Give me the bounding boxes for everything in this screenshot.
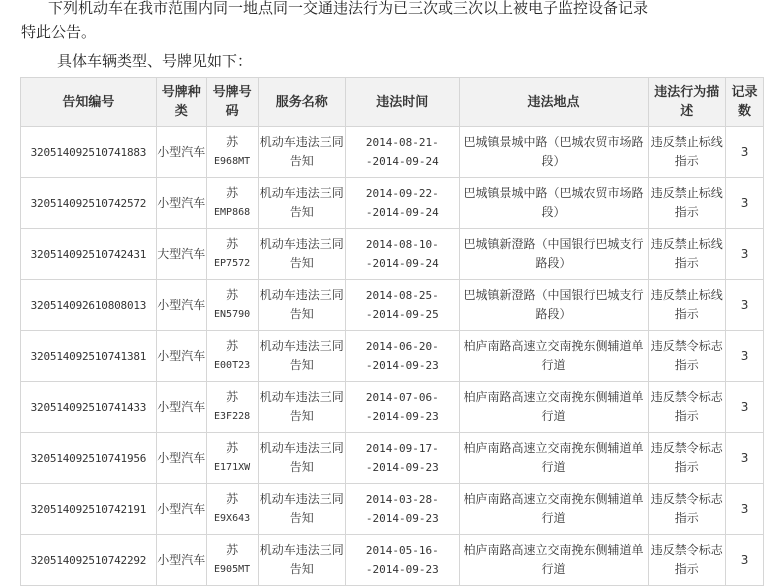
violation-description-cell: 违反禁止标线指示 <box>648 178 726 229</box>
header-violation-time: 违法时间 <box>346 78 460 127</box>
record-count-cell: 3 <box>726 178 764 229</box>
service-name-cell: 机动车违法三同告知 <box>258 127 346 178</box>
service-name-cell: 机动车违法三同告知 <box>258 433 346 484</box>
time-start: 2014-09-17- <box>365 442 439 455</box>
service-name-cell: 机动车违法三同告知 <box>258 178 346 229</box>
record-count-cell: 3 <box>726 331 764 382</box>
time-start: 2014-07-06- <box>365 391 439 404</box>
time-start: 2014-03-28- <box>365 493 439 506</box>
header-plate-type: 号牌种类 <box>156 78 206 127</box>
plate-code: E171XW <box>214 462 251 473</box>
time-end: -2014-09-25 <box>365 308 439 321</box>
violation-description-cell: 违反禁止标线指示 <box>648 229 726 280</box>
plate-province: 苏 <box>226 492 239 506</box>
header-record-count: 记录数 <box>726 78 764 127</box>
record-count-cell: 3 <box>726 484 764 535</box>
plate-province: 苏 <box>226 543 239 557</box>
plate-code: E968MT <box>214 156 251 167</box>
plate-province: 苏 <box>226 186 239 200</box>
time-start: 2014-08-25- <box>365 289 439 302</box>
violation-location-cell: 巴城镇景城中路（巴城农贸市场路段） <box>459 178 648 229</box>
table-row <box>21 433 764 484</box>
time-end: -2014-09-23 <box>365 359 439 372</box>
service-name-cell: 机动车违法三同告知 <box>258 331 346 382</box>
violation-time-cell <box>346 382 460 433</box>
table-row <box>21 178 764 229</box>
plate-province: 苏 <box>226 339 239 353</box>
intro-text-line1: 下列机动车在我市范围内同一地点同一交通违法行为已三次或三次以上被电子监控设备记录 <box>48 0 649 17</box>
service-name-cell: 机动车违法三同告知 <box>258 484 346 535</box>
plate-code: E00T23 <box>214 360 251 371</box>
plate-code: E905MT <box>214 564 251 575</box>
plate-number-cell <box>206 535 258 586</box>
time-end: -2014-09-23 <box>365 410 439 423</box>
plate-number-cell <box>206 178 258 229</box>
plate-number-cell <box>206 331 258 382</box>
violation-time-cell <box>346 127 460 178</box>
record-count-cell: 3 <box>726 535 764 586</box>
time-start: 2014-06-20- <box>365 340 439 353</box>
violation-location-cell: 巴城镇新澄路（中国银行巴城支行路段） <box>459 229 648 280</box>
time-end: -2014-09-23 <box>365 563 439 576</box>
header-notice-id: 告知编号 <box>21 78 157 127</box>
record-count-cell: 3 <box>726 433 764 484</box>
plate-type-cell: 小型汽车 <box>156 535 206 586</box>
plate-province: 苏 <box>226 237 239 251</box>
header-plate-number: 号牌号码 <box>206 78 258 127</box>
plate-number-cell <box>206 484 258 535</box>
table-row <box>21 280 764 331</box>
violation-description-cell: 违反禁令标志指示 <box>648 535 726 586</box>
plate-number-cell <box>206 382 258 433</box>
violation-description-cell: 违反禁令标志指示 <box>648 484 726 535</box>
plate-number-cell <box>206 280 258 331</box>
table-row <box>21 484 764 535</box>
notice-id-cell: 320514092510742572 <box>21 178 157 229</box>
plate-code: E9X643 <box>214 513 251 524</box>
violation-description-cell: 违反禁止标线指示 <box>648 280 726 331</box>
violation-description-cell: 违反禁令标志指示 <box>648 331 726 382</box>
service-name-cell: 机动车违法三同告知 <box>258 280 346 331</box>
time-start: 2014-05-16- <box>365 544 439 557</box>
violation-description-cell: 违反禁止标线指示 <box>648 127 726 178</box>
plate-number-cell <box>206 433 258 484</box>
table-header-row <box>21 78 764 127</box>
plate-province: 苏 <box>226 390 239 404</box>
violation-time-cell <box>346 178 460 229</box>
plate-type-cell: 小型汽车 <box>156 331 206 382</box>
service-name-cell: 机动车违法三同告知 <box>258 382 346 433</box>
notice-id-cell: 320514092510742191 <box>21 484 157 535</box>
violation-location-cell: 柏庐南路高速立交南挽东侧辅道单行道 <box>459 484 648 535</box>
violation-time-cell <box>346 433 460 484</box>
table-row <box>21 229 764 280</box>
violation-location-cell: 柏庐南路高速立交南挽东侧辅道单行道 <box>459 331 648 382</box>
time-end: -2014-09-24 <box>365 155 439 168</box>
plate-type-cell: 小型汽车 <box>156 433 206 484</box>
plate-type-cell: 大型汽车 <box>156 229 206 280</box>
violation-description-cell: 违反禁令标志指示 <box>648 433 726 484</box>
violation-time-cell <box>346 331 460 382</box>
plate-code: EMP868 <box>214 207 251 218</box>
header-violation-description: 违法行为描述 <box>648 78 726 127</box>
plate-type-cell: 小型汽车 <box>156 178 206 229</box>
violation-time-cell <box>346 229 460 280</box>
plate-number-cell <box>206 127 258 178</box>
record-count-cell: 3 <box>726 127 764 178</box>
plate-province: 苏 <box>226 135 239 149</box>
record-count-cell: 3 <box>726 382 764 433</box>
notice-id-cell: 320514092510742431 <box>21 229 157 280</box>
violation-time-cell <box>346 484 460 535</box>
time-start: 2014-08-21- <box>365 136 439 149</box>
violation-table <box>20 77 764 586</box>
table-row <box>21 535 764 586</box>
service-name-cell: 机动车违法三同告知 <box>258 229 346 280</box>
time-start: 2014-08-10- <box>365 238 439 251</box>
violation-location-cell: 巴城镇景城中路（巴城农贸市场路段） <box>459 127 648 178</box>
notice-id-cell: 320514092510741956 <box>21 433 157 484</box>
table-row <box>21 382 764 433</box>
plate-type-cell: 小型汽车 <box>156 127 206 178</box>
time-start: 2014-09-22- <box>365 187 439 200</box>
header-violation-location: 违法地点 <box>459 78 648 127</box>
plate-code: EP7572 <box>214 258 251 269</box>
intro-text-line3: 具体车辆类型、号牌见如下： <box>57 52 253 70</box>
notice-id-cell: 320514092510741381 <box>21 331 157 382</box>
time-end: -2014-09-23 <box>365 461 439 474</box>
notice-id-cell: 320514092510742292 <box>21 535 157 586</box>
plate-type-cell: 小型汽车 <box>156 280 206 331</box>
plate-type-cell: 小型汽车 <box>156 484 206 535</box>
plate-province: 苏 <box>226 288 239 302</box>
table-row <box>21 331 764 382</box>
violation-time-cell <box>346 535 460 586</box>
intro-text-line2: 特此公告。 <box>21 23 97 41</box>
plate-code: EN5790 <box>214 309 251 320</box>
violation-location-cell: 柏庐南路高速立交南挽东侧辅道单行道 <box>459 433 648 484</box>
plate-province: 苏 <box>226 441 239 455</box>
notice-id-cell: 320514092610808013 <box>21 280 157 331</box>
violation-description-cell: 违反禁令标志指示 <box>648 382 726 433</box>
plate-type-cell: 小型汽车 <box>156 382 206 433</box>
violation-location-cell: 柏庐南路高速立交南挽东侧辅道单行道 <box>459 382 648 433</box>
header-service-name: 服务名称 <box>258 78 346 127</box>
time-end: -2014-09-24 <box>365 206 439 219</box>
plate-number-cell <box>206 229 258 280</box>
record-count-cell: 3 <box>726 280 764 331</box>
service-name-cell: 机动车违法三同告知 <box>258 535 346 586</box>
time-end: -2014-09-23 <box>365 512 439 525</box>
time-end: -2014-09-24 <box>365 257 439 270</box>
violation-location-cell: 柏庐南路高速立交南挽东侧辅道单行道 <box>459 535 648 586</box>
violation-location-cell: 巴城镇新澄路（中国银行巴城支行路段） <box>459 280 648 331</box>
violation-time-cell <box>346 280 460 331</box>
record-count-cell: 3 <box>726 229 764 280</box>
notice-id-cell: 320514092510741883 <box>21 127 157 178</box>
table-row <box>21 127 764 178</box>
plate-code: E3F228 <box>214 411 251 422</box>
notice-id-cell: 320514092510741433 <box>21 382 157 433</box>
